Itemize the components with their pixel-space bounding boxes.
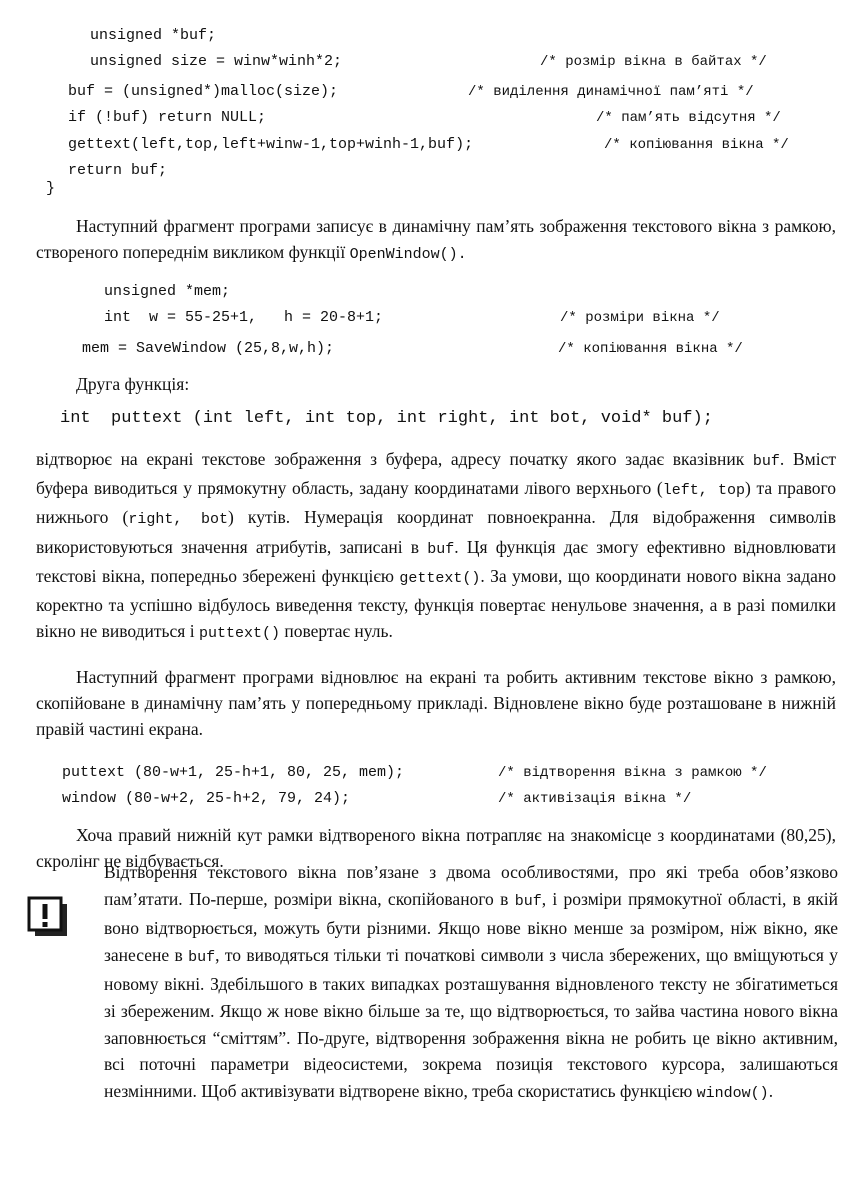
code-line: }	[46, 180, 56, 197]
inline-code: puttext()	[198, 625, 280, 643]
paragraph-text: Наступний фрагмент програми відновлює на екрані та робить активним текстове вікно з рамкою, скопійоване в динамічну пам’ять у попередньому прикладі. Відновлене вікно буде розташоване в нижній правій частині екрана.	[36, 667, 836, 740]
paragraph-text: , і розміри прямокутної області, в якій воно відтворюється, можуть бути різними. Якщо нове вікно менше за розміром, ніж вікно, яке занесене в	[104, 888, 839, 965]
inline-code: buf	[514, 892, 542, 910]
paragraph-text: Наступний фрагмент програми записує в динамічну пам’ять зображення текстового вікна з рамкою, створеного попереднім викликом функції	[36, 216, 836, 263]
inline-code: buf	[752, 453, 780, 470]
code-line: return buf;	[68, 162, 168, 179]
code-line: buf = (unsigned*)malloc(size);	[68, 83, 339, 100]
code-comment: /* копіювання вікна */	[604, 137, 789, 153]
code-comment: /* розмір вікна в байтах */	[540, 54, 767, 70]
code-line: if (!buf) return NULL;	[68, 109, 267, 126]
function-prototype: int puttext (int left, int top, int right, int bot, void* buf);	[60, 409, 713, 428]
exclamation-icon	[26, 895, 70, 939]
code-line: gettext(left,top,left+winw-1,top+winh-1,buf);	[68, 136, 474, 153]
paragraph-text: , то виводяться тільки ті початкові символи з числа збережених, що вміщуються у новому вікні. Здебільшого в таких випадках розташування відновленого тексту не збігатиметься зі збереженим. Якщо ж нове вікно більше за те, що відтворюється, то зайва частина нового вікна заповнюється “сміттям”. По-друге, відтворення зображення вікна не робить це вікно активним, всі поточні параметри відеосистеми, зокрема позиція текстового курсора, залишаються незмінними. Щоб активізувати відтворене вікно, треба скористатись функцією	[104, 944, 838, 1101]
inline-code: OpenWindow().	[349, 246, 467, 264]
code-line: unsigned *mem;	[104, 283, 231, 300]
note-text	[104, 859, 838, 1107]
code-comment: /* копіювання вікна */	[558, 341, 743, 357]
code-line: int w = 55-25+1, h = 20-8+1;	[104, 309, 384, 326]
inline-code: gettext()	[399, 569, 481, 587]
paragraph-text: повертає нуль.	[279, 621, 393, 642]
paragraph-text: . Ця функція дає змогу ефективно відновлювати текстові вікна, попередньо збережені функцією	[36, 536, 836, 586]
paragraph-text: . За умови, що координати нового вікна задано коректно та успішно відбулось виведення тексту, функція повертає ненульове значення, а в разі помилки вікно не виводиться і	[36, 565, 836, 642]
code-comment: /* відтворення вікна з рамкою */	[498, 765, 767, 781]
paragraph-text: Відтворення текстового вікна пов’язане з двома особливостями, про які треба обов’язково пам’ятати. По-перше, розміри вікна, скопійованого в	[104, 862, 838, 909]
code-comment: /* активізація вікна */	[498, 791, 692, 807]
code-comment: /* пам’ять відсутня */	[596, 110, 781, 126]
inline-code: buf	[188, 948, 216, 966]
paragraph-3	[36, 664, 836, 743]
section-heading: Друга функція:	[76, 374, 190, 394]
code-line: puttext (80-w+1, 25-h+1, 80, 25, mem);	[62, 764, 405, 781]
paragraph-text: .	[768, 1080, 774, 1101]
code-line: unsigned size = winw*winh*2;	[90, 53, 343, 70]
code-comment: /* виділення динамічної пам’яті */	[468, 84, 754, 100]
paragraph-text: ) та правого нижнього (	[36, 478, 837, 528]
inline-code: window()	[696, 1084, 769, 1102]
paragraph-1	[36, 213, 836, 268]
inline-code: right, bot	[128, 511, 229, 529]
paragraph-2	[36, 446, 836, 647]
paragraph-text: Хоча правий нижній кут рамки відтвореного вікна потрапляє на знакомісце з координатами (80,25), скролінг не відбувається.	[36, 825, 836, 872]
paragraph-text: ) кутів. Нумерація координат повноекранна. Для відображення символів використовуються значення атрибутів, записані в	[36, 507, 836, 557]
code-line: window (80-w+2, 25-h+2, 79, 24);	[62, 790, 351, 807]
paragraph-text: . Вміст буфера виводиться у прямокутну область, задану координатами лівого верхнього (	[36, 449, 836, 499]
paragraph-text: відтворює на екрані текстове зображення з буфера, адресу початку якого задає вказівник	[36, 449, 753, 469]
inline-code: left, top	[662, 482, 745, 500]
code-comment: /* розміри вікна */	[560, 310, 720, 326]
code-line: mem = SaveWindow (25,8,w,h);	[82, 340, 335, 357]
code-line: unsigned *buf;	[90, 27, 217, 44]
inline-code: buf	[427, 540, 455, 558]
